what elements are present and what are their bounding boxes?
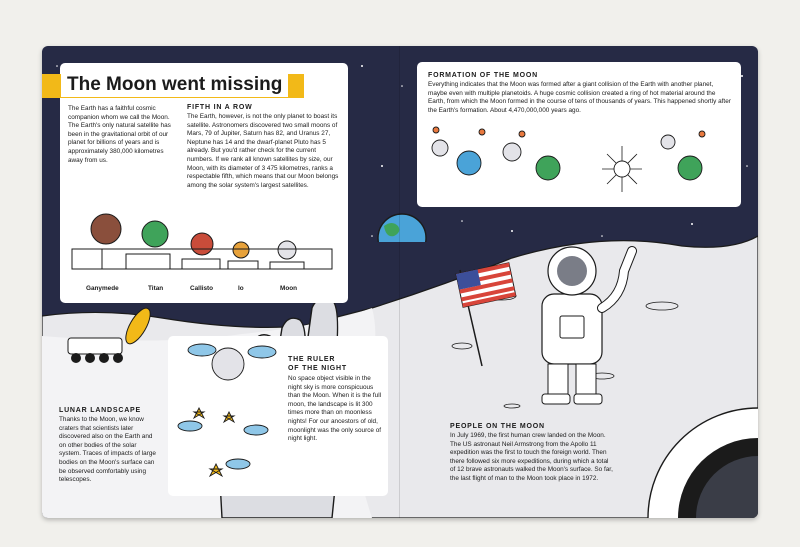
formation-scenes	[432, 127, 705, 192]
intro-text: The Earth has a faithful cosmic companion whom we call the Moon. The Earth's only natural satellite has been in the gravitational orbit of our planet for billions of years and is approximately 380,000 kilometres away from us.	[68, 105, 171, 164]
titan-character	[142, 221, 168, 247]
page-title: The Moon went missing	[61, 72, 288, 97]
moon-label-io: Io	[238, 285, 244, 292]
moon-label-moon: Moon	[280, 285, 298, 292]
people-text: In July 1969, the first human crew landed on the Moon. The US astronaut Neil Armstrong from the Apollo 11 expedition was the first to touch the foreign world. Then there followed six more expeditions, during which a total of 12 brave astronauts walked the Moon's surface. So far, the last flight of man to the Moon took place in 1972.	[450, 432, 613, 482]
ruler-heading-line2: OF THE NIGHT	[288, 365, 347, 372]
callisto-character	[191, 233, 213, 255]
ruler-illustration	[178, 344, 276, 476]
fifth-heading: FIFTH IN A ROW	[187, 104, 253, 111]
landscape-heading: LUNAR LANDSCAPE	[59, 407, 141, 414]
ganymede-character	[91, 214, 121, 244]
formation-heading: FORMATION OF THE MOON	[428, 72, 538, 79]
moon-characters	[72, 214, 332, 269]
formation-text: Everything indicates that the Moon was formed after a giant collision of the Earth with another planet, maybe even with multiple planetoids. A huge cosmic collision created a ring of hot material around the Earth, from which the Moon formed in the course of tens of thousands of years. This happened shortly after the Earth's formation. About 4,470,000,000 years ago.	[428, 81, 731, 114]
io-character	[233, 242, 249, 258]
moon-label-titan: Titan	[148, 285, 164, 292]
landscape-text: Thanks to the Moon, we know craters that scientists later discovered also on the Earth and on other bodies of the solar system. Traces of impacts of large bodies on the Moon's surface can be observed comfortably using telescopes.	[59, 416, 156, 484]
ruler-text: No space object visible in the night sky is more conspicuous than the Moon. When it is the full moon, the landscape is lit 300 times more than on moonless nights! For our ancestors of old, moonlight was the only source of night light.	[288, 375, 382, 443]
moon-label-ganymede: Ganymede	[86, 285, 119, 292]
moon-character	[278, 241, 296, 259]
page-gutter	[399, 46, 400, 518]
people-heading: PEOPLE ON THE MOON	[450, 423, 545, 430]
moon-label-callisto: Callisto	[190, 285, 214, 292]
ruler-heading-line1: THE RULER	[288, 356, 336, 363]
book-spread	[42, 46, 758, 518]
fifth-text: The Earth, however, is not the only planet to boast its satellite. Astronomers discovered two small moons of Mars, 79 of Jupiter, Saturn has 82, and Uranus 27, Neptune has 14 and the dwarf-planet Pluto has 5 already. But you'd rather check for the current numbers. If we rank all known satellites by size, our Moon, with its diameter of 3 475 kilometres, ranks a respectable fifth, which means that our Moon belongs among the solar system's largest satellites.	[187, 113, 339, 189]
